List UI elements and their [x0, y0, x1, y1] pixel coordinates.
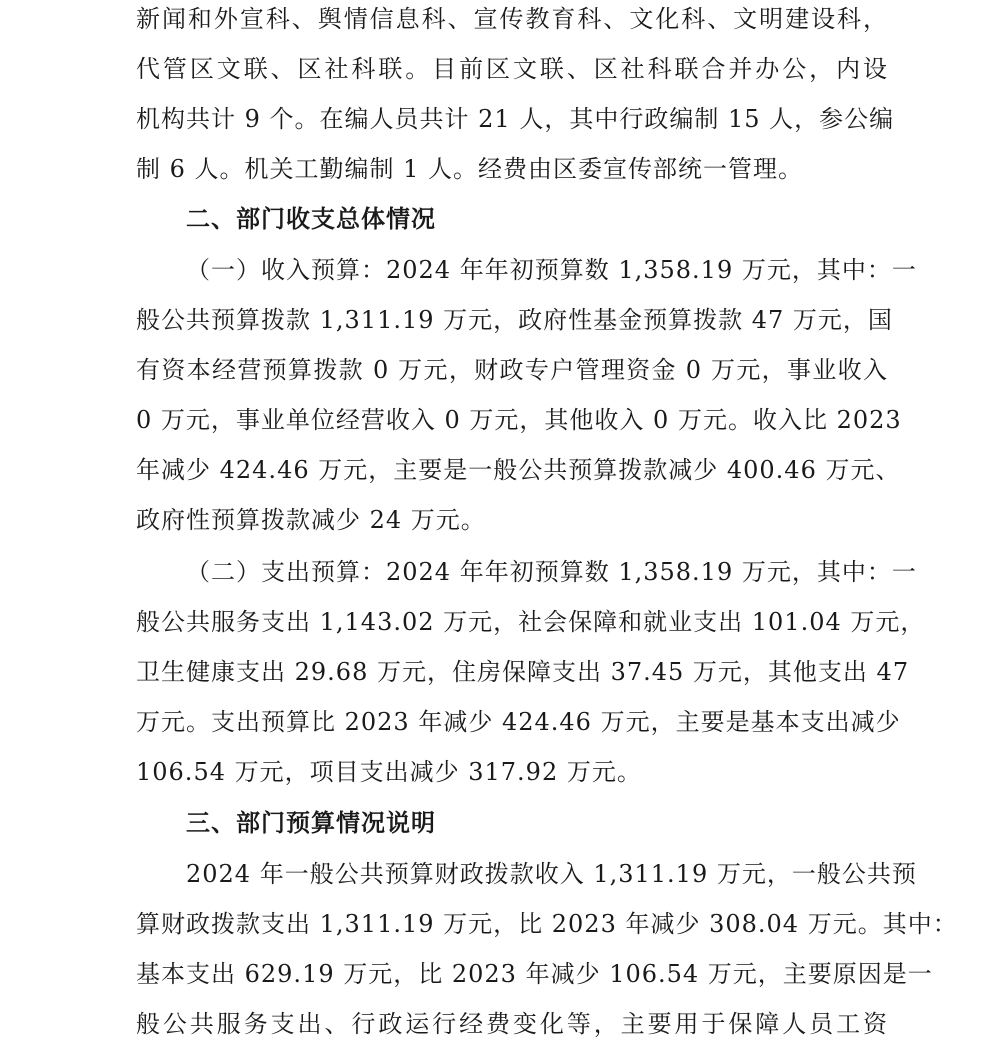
income-line-4: 0 万元，事业单位经营收入 0 万元，其他收入 0 万元。收入比 2023	[136, 406, 902, 434]
section-heading-2: 二、部门收支总体情况	[186, 205, 436, 233]
income-label: （一）收入预算：	[186, 256, 386, 284]
paragraph-org-line-4: 制 6 人。机关工勤编制 1 人。经费由区委宣传部统一管理。	[136, 155, 804, 183]
expense-line-5: 106.54 万元，项目支出减少 317.92 万元。	[136, 758, 642, 786]
budget-line-4: 般公共服务支出、行政运行经费变化等，主要用于保障人员工资	[136, 1010, 888, 1038]
paragraph-org-line-1: 新闻和外宣科、舆情信息科、宣传教育科、文化科、文明建设科，	[136, 5, 888, 33]
income-line-2: 般公共预算拨款 1,311.19 万元，政府性基金预算拨款 47 万元，国	[136, 306, 893, 334]
paragraph-org-line-2: 代管区文联、区社科联。目前区文联、区社科联合并办公，内设	[136, 55, 888, 83]
expense-line-3: 卫生健康支出 29.68 万元，住房保障支出 37.45 万元，其他支出 47	[136, 658, 910, 686]
income-line-3: 有资本经营预算拨款 0 万元，财政专户管理资金 0 万元，事业收入	[136, 356, 888, 384]
paragraph-org-line-3: 机构共计 9 个。在编人员共计 21 人，其中行政编制 15 人，参公编	[136, 105, 895, 133]
income-line-1	[186, 245, 917, 295]
section-heading-3: 三、部门预算情况说明	[186, 809, 436, 837]
expense-label: （二）支出预算：	[186, 558, 386, 586]
budget-line-2: 算财政拨款支出 1,311.19 万元，比 2023 年减少 308.04 万元。其中：	[136, 910, 958, 938]
income-line-1-text: 2024 年年初预算数 1,358.19 万元，其中：一	[386, 256, 917, 284]
income-line-6: 政府性预算拨款减少 24 万元。	[136, 506, 486, 534]
income-line-5: 年减少 424.46 万元，主要是一般公共预算拨款减少 400.46 万元、	[136, 456, 901, 484]
budget-line-1: 2024 年一般公共预算财政拨款收入 1,311.19 万元，一般公共预	[186, 860, 917, 888]
expense-line-1-text: 2024 年年初预算数 1,358.19 万元，其中：一	[386, 558, 917, 586]
expense-line-1	[186, 547, 917, 597]
budget-line-3: 基本支出 629.19 万元，比 2023 年减少 106.54 万元，主要原因是一	[136, 960, 933, 988]
expense-line-4: 万元。支出预算比 2023 年减少 424.46 万元，主要是基本支出减少	[136, 708, 901, 736]
expense-line-2: 般公共服务支出 1,143.02 万元，社会保障和就业支出 101.04 万元，	[136, 608, 926, 636]
